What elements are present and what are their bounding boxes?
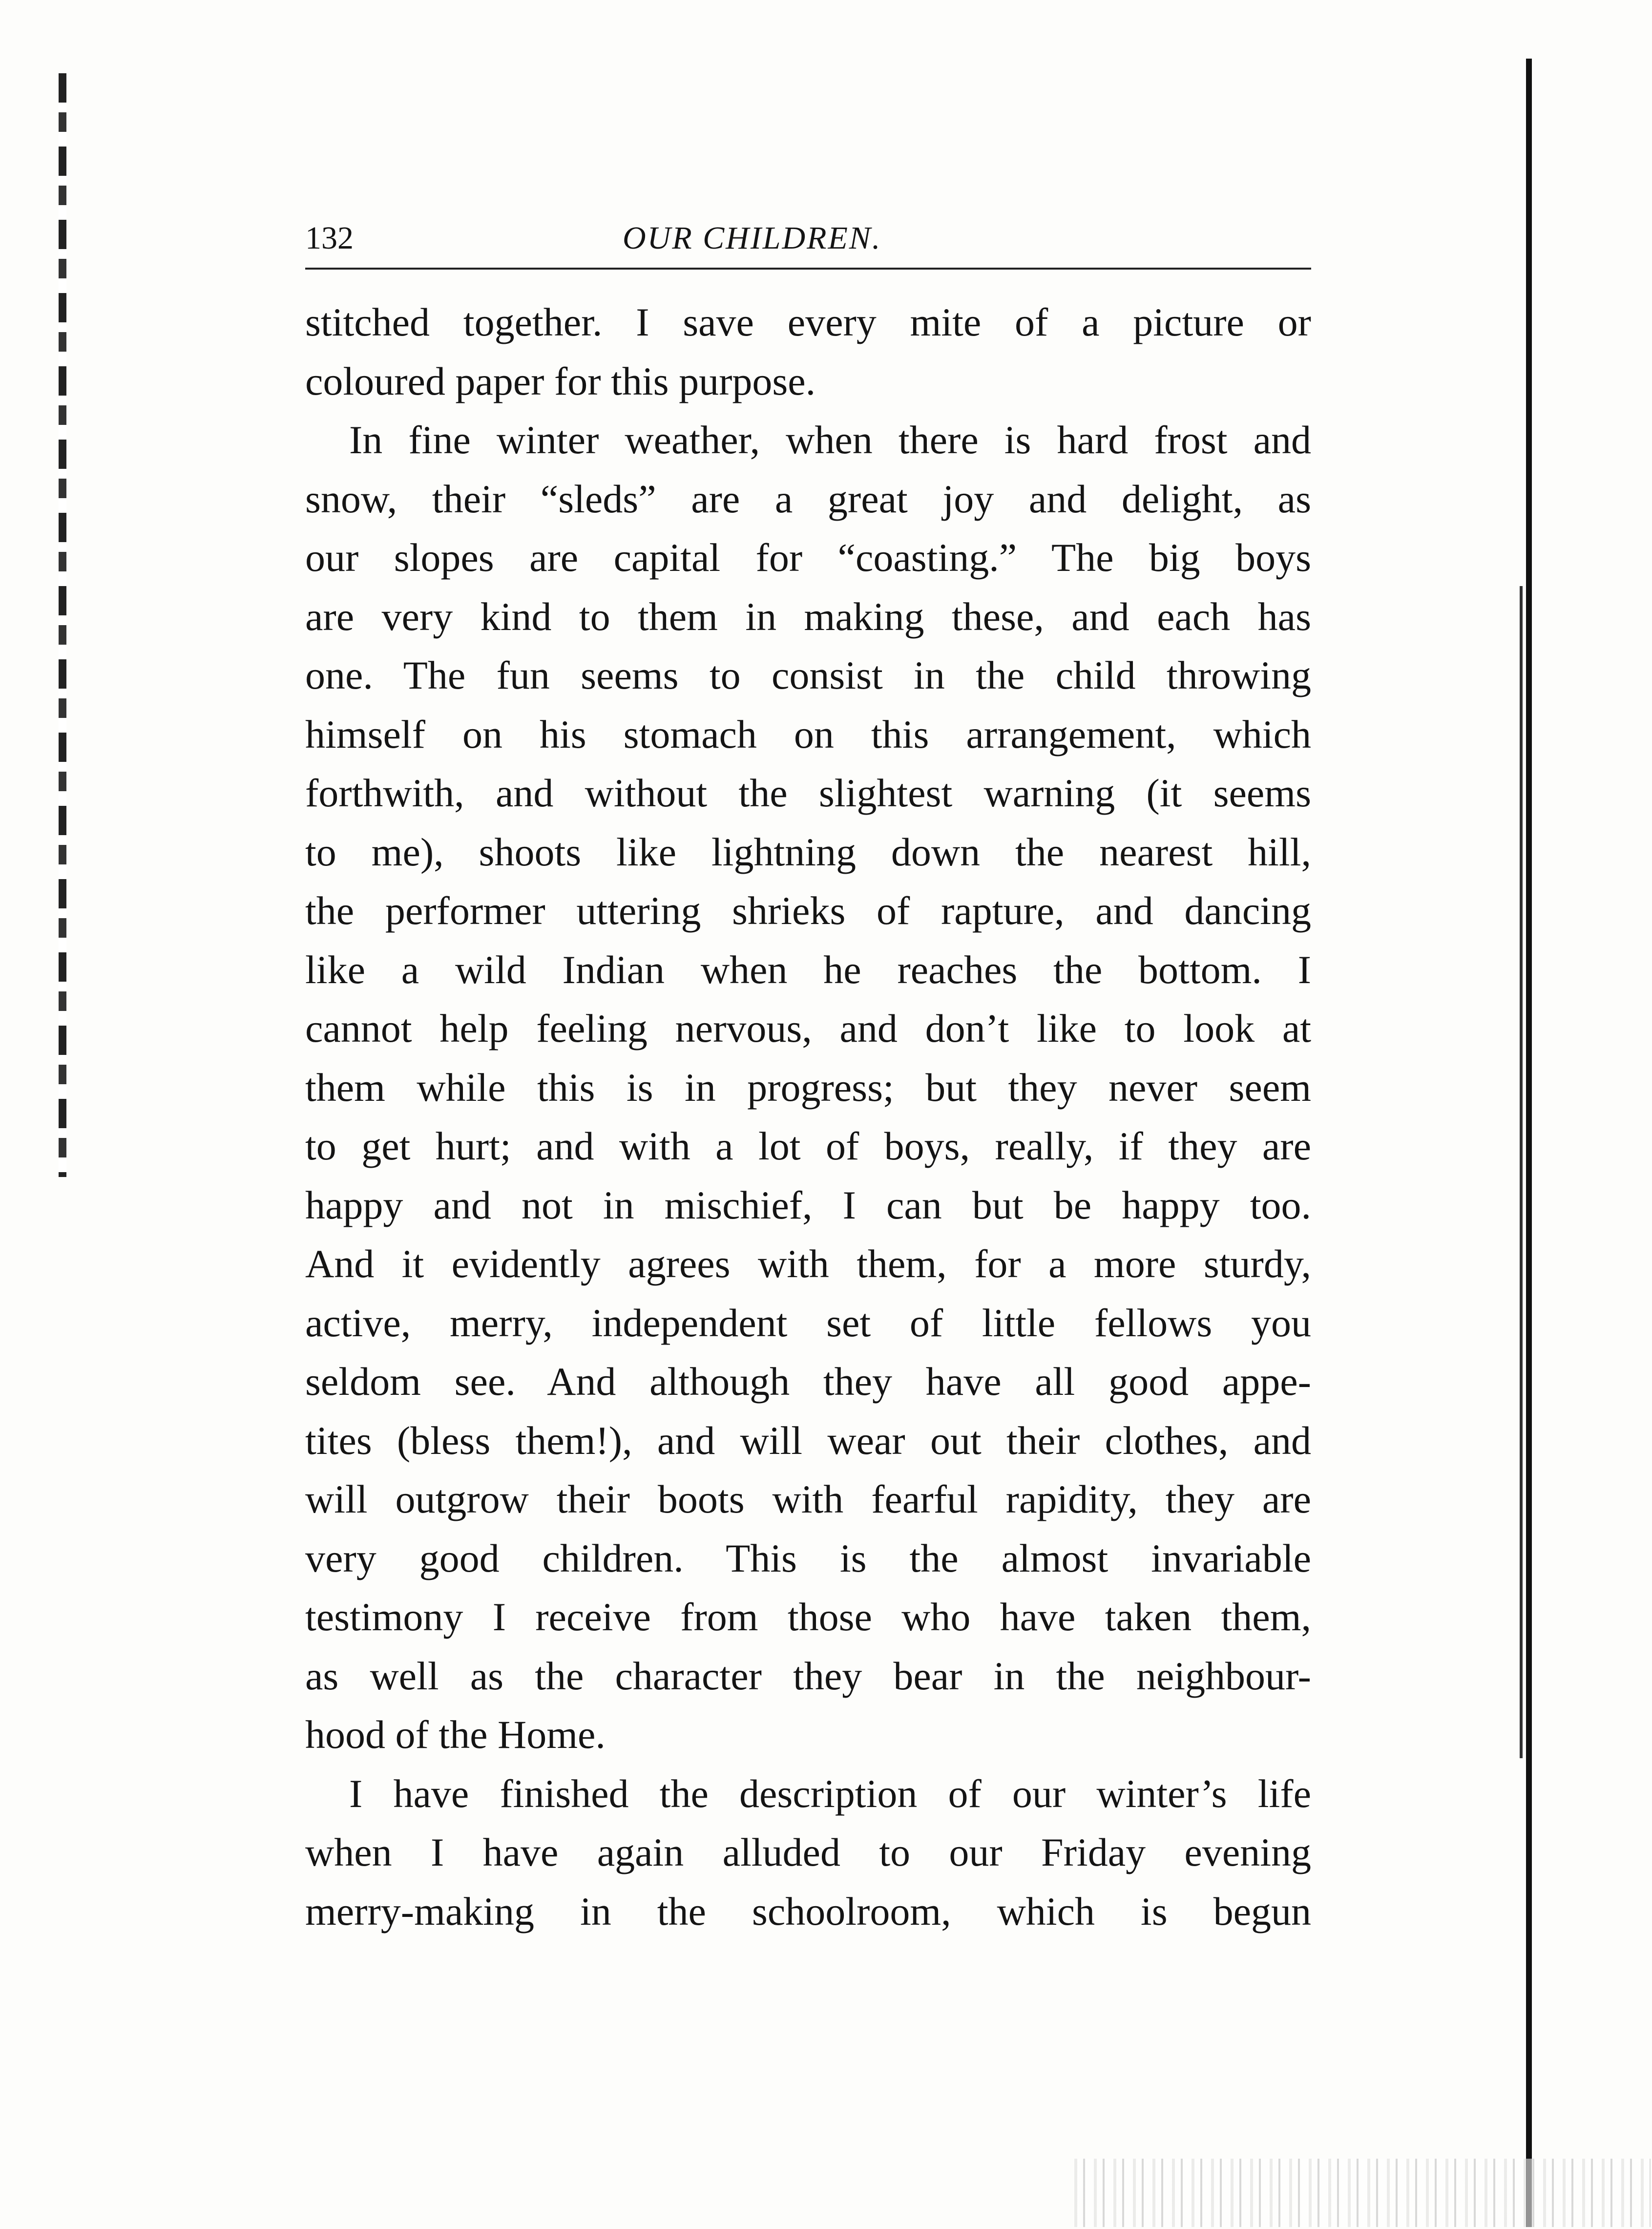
text-line: coloured paper for this purpose. xyxy=(305,358,816,403)
text-line: testimony I receive from those who have taken them, xyxy=(305,1595,1311,1639)
text-line: the performer uttering shrieks of rapture, and dancing xyxy=(305,888,1311,933)
body-text xyxy=(305,293,1311,1941)
text-line: stitched together. I save every mite of a picture or xyxy=(305,300,1311,344)
text-line: our slopes are capital for “coasting.” The big boys xyxy=(305,535,1311,580)
text-line: himself on his stomach on this arrangement, which xyxy=(305,712,1311,757)
scan-speckle xyxy=(1074,2159,1651,2227)
text-line: to get hurt; and with a lot of boys, really, if they are xyxy=(305,1124,1311,1168)
text-line: merry-making in the schoolroom, which is begun xyxy=(305,1889,1311,1934)
text-line: will outgrow their boots with fearful rapidity, they are xyxy=(305,1477,1311,1521)
text-line: as well as the character they bear in the neighbour- xyxy=(305,1653,1311,1698)
text-line: forthwith, and without the slightest warning (it seems xyxy=(305,771,1311,815)
text-line: cannot help feeling nervous, and don’t like to look at xyxy=(305,1006,1311,1051)
text-line: like a wild Indian when he reaches the bottom. I xyxy=(305,947,1311,992)
text-line: are very kind to them in making these, and each has xyxy=(305,594,1311,639)
text-line: active, merry, independent set of little fellows you xyxy=(305,1300,1311,1345)
text-line: one. The fun seems to consist in the child throwing xyxy=(305,653,1311,697)
scan-binding-edge xyxy=(59,73,66,1177)
scan-right-edge-shadow xyxy=(1520,586,1523,1758)
text-line: tites (bless them!), and will wear out their clothes, and xyxy=(305,1418,1311,1463)
running-head: OUR CHILDREN. xyxy=(623,220,882,256)
text-line: In fine winter weather, when there is hard frost and xyxy=(349,418,1311,462)
text-line: happy and not in mischief, I can but be happy too. xyxy=(305,1182,1311,1227)
page-number: 132 xyxy=(305,220,354,256)
text-line: seldom see. And although they have all good appe- xyxy=(305,1359,1311,1404)
header-rule xyxy=(305,268,1311,270)
scan-right-edge xyxy=(1526,59,1532,2227)
text-line: to me), shoots like lightning down the nearest hill, xyxy=(305,829,1311,874)
text-line: snow, their “sleds” are a great joy and delight, as xyxy=(305,476,1311,521)
text-line: them while this is in progress; but they never seem xyxy=(305,1065,1311,1110)
text-line: I have finished the description of our winter’s life xyxy=(349,1771,1311,1816)
text-line: And it evidently agrees with them, for a more sturdy, xyxy=(305,1241,1311,1286)
page-header xyxy=(305,210,1311,264)
text-line: when I have again alluded to our Friday evening xyxy=(305,1830,1311,1874)
text-line: very good children. This is the almost invariable xyxy=(305,1535,1311,1580)
text-line: hood of the Home. xyxy=(305,1712,606,1757)
